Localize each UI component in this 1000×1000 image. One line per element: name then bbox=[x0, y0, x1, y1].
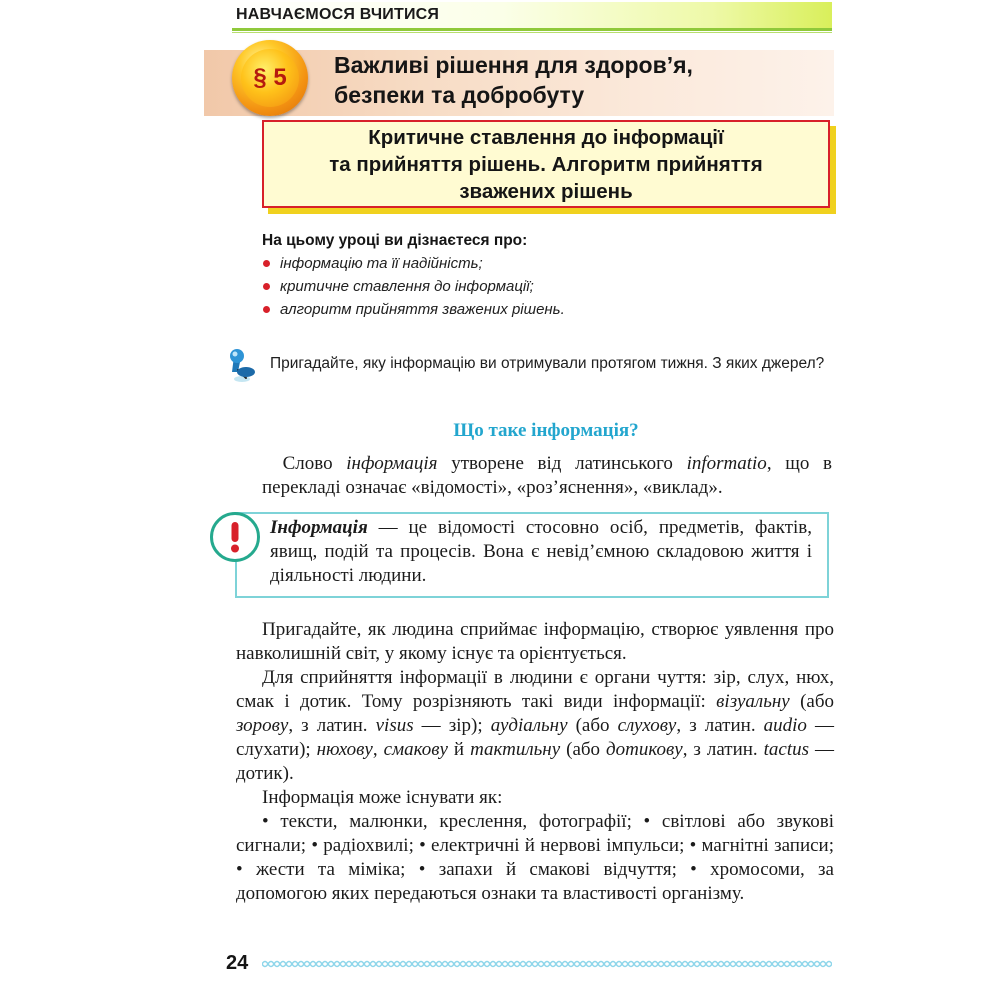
paragraph-number-badge bbox=[232, 40, 308, 116]
text-run: й bbox=[447, 739, 471, 760]
footer-wave-ornament bbox=[262, 958, 832, 970]
text-run: Для сприйняття інформації в людини є органи чуття: зір, слух, нюх, смак і дотик. Тому розрізняють такі види інформації: bbox=[236, 667, 834, 712]
lesson-title-line-1: Критичне ставлення до інформації bbox=[368, 126, 724, 149]
paragraph-etymology bbox=[262, 452, 832, 500]
emphasis-latin: informatio bbox=[686, 453, 767, 474]
recall-question: Пригадайте, яку інформацію ви отримували протягом тижня. З яких джерел? bbox=[270, 355, 825, 372]
text-run: утворене від латинського bbox=[437, 453, 687, 474]
section-header-rule-thin bbox=[232, 32, 832, 33]
text-run: , з латин. bbox=[288, 715, 376, 736]
definition-term: Інформація bbox=[270, 517, 368, 538]
text-run: , з латин. bbox=[676, 715, 764, 736]
text-run: Слово bbox=[282, 453, 347, 474]
text-run: (або bbox=[789, 691, 834, 712]
text-run: — слухати); bbox=[236, 715, 834, 760]
learn-list bbox=[262, 252, 565, 321]
paragraph-forms-intro bbox=[236, 786, 834, 810]
section-label: НАВЧАЄМОСЯ ВЧИТИСЯ bbox=[236, 6, 440, 23]
definition-body: — це відомості стосовно осіб, предметів, фактів, явищ, подій та процесів. Вона є невід’ємною складовою життя і діяльності людини. bbox=[270, 517, 812, 586]
paragraph-senses-body bbox=[236, 666, 834, 786]
emphasis-term: зорову bbox=[236, 715, 289, 736]
emphasis-term: аудіальну bbox=[490, 715, 568, 736]
emphasis-latin: visus bbox=[375, 715, 414, 736]
paragraph-forms-list bbox=[236, 810, 834, 906]
text-run: (або bbox=[567, 715, 618, 736]
paragraph-perception bbox=[236, 618, 834, 666]
text-run: , bbox=[372, 739, 384, 760]
text-run: — дотик). bbox=[236, 739, 835, 784]
paragraph-number: § 5 bbox=[241, 49, 299, 107]
emphasis-term: нюхову bbox=[316, 739, 373, 760]
text-run: , що в перекладі означає «відомості», «роз’яснення», «виклад». bbox=[262, 453, 833, 498]
lesson-title-line-3: зважених рішень bbox=[459, 180, 633, 203]
emphasis-latin: audio bbox=[763, 715, 807, 736]
emphasis-term: інформація bbox=[346, 453, 438, 474]
paragraph-title-line-1: Важливі рішення для здоров’я, bbox=[334, 52, 693, 78]
pushpin-icon bbox=[226, 348, 260, 384]
text-run: • тексти, малюнки, креслення, фотографії; • світлові або звукові сигнали; • радіохвилі; • електричні й нервові імпульси; • магнітні записи; • жести та міміка; • запахи й смакові відчуття; • хромосоми, за допомогою яких передаються ознаки та властивості організму. bbox=[236, 811, 834, 904]
emphasis-term: слухову bbox=[617, 715, 677, 736]
emphasis-term: тактильну bbox=[470, 739, 561, 760]
definition-text bbox=[270, 516, 812, 588]
emphasis-term: смакову bbox=[383, 739, 448, 760]
subheading: Що таке інформація? bbox=[453, 420, 639, 441]
emphasis-latin: tactus bbox=[763, 739, 810, 760]
paragraph-title bbox=[334, 50, 824, 110]
text-run: — зір); bbox=[413, 715, 491, 736]
lesson-title bbox=[264, 124, 828, 205]
text-run: Інформація може існувати як: bbox=[262, 787, 503, 808]
exclamation-icon bbox=[210, 512, 260, 562]
text-run: (або bbox=[560, 739, 607, 760]
emphasis-term: дотикову bbox=[606, 739, 683, 760]
emphasis-term: візуальну bbox=[716, 691, 790, 712]
learn-list-item: алгоритм прийняття зважених рішень. bbox=[262, 298, 565, 321]
learn-heading: На цьому уроці ви дізнаєтеся про: bbox=[262, 232, 528, 249]
paragraph-senses bbox=[236, 666, 834, 786]
section-header-rule bbox=[232, 28, 832, 31]
exclamation-glyph bbox=[223, 520, 247, 554]
text-run: , з латин. bbox=[682, 739, 764, 760]
learn-list-item: критичне ставлення до інформації; bbox=[262, 275, 565, 298]
lesson-title-line-2: та прийняття рішень. Алгоритм прийняття bbox=[329, 153, 763, 176]
page-number: 24 bbox=[226, 952, 249, 974]
learn-list-item: інформацію та її надійність; bbox=[262, 252, 565, 275]
text-run: Пригадайте, як людина сприймає інформацію, створює уявлення про навколишній світ, у якому існує та орієнтується. bbox=[236, 619, 834, 664]
paragraph-title-line-2: безпеки та добробуту bbox=[334, 82, 585, 108]
